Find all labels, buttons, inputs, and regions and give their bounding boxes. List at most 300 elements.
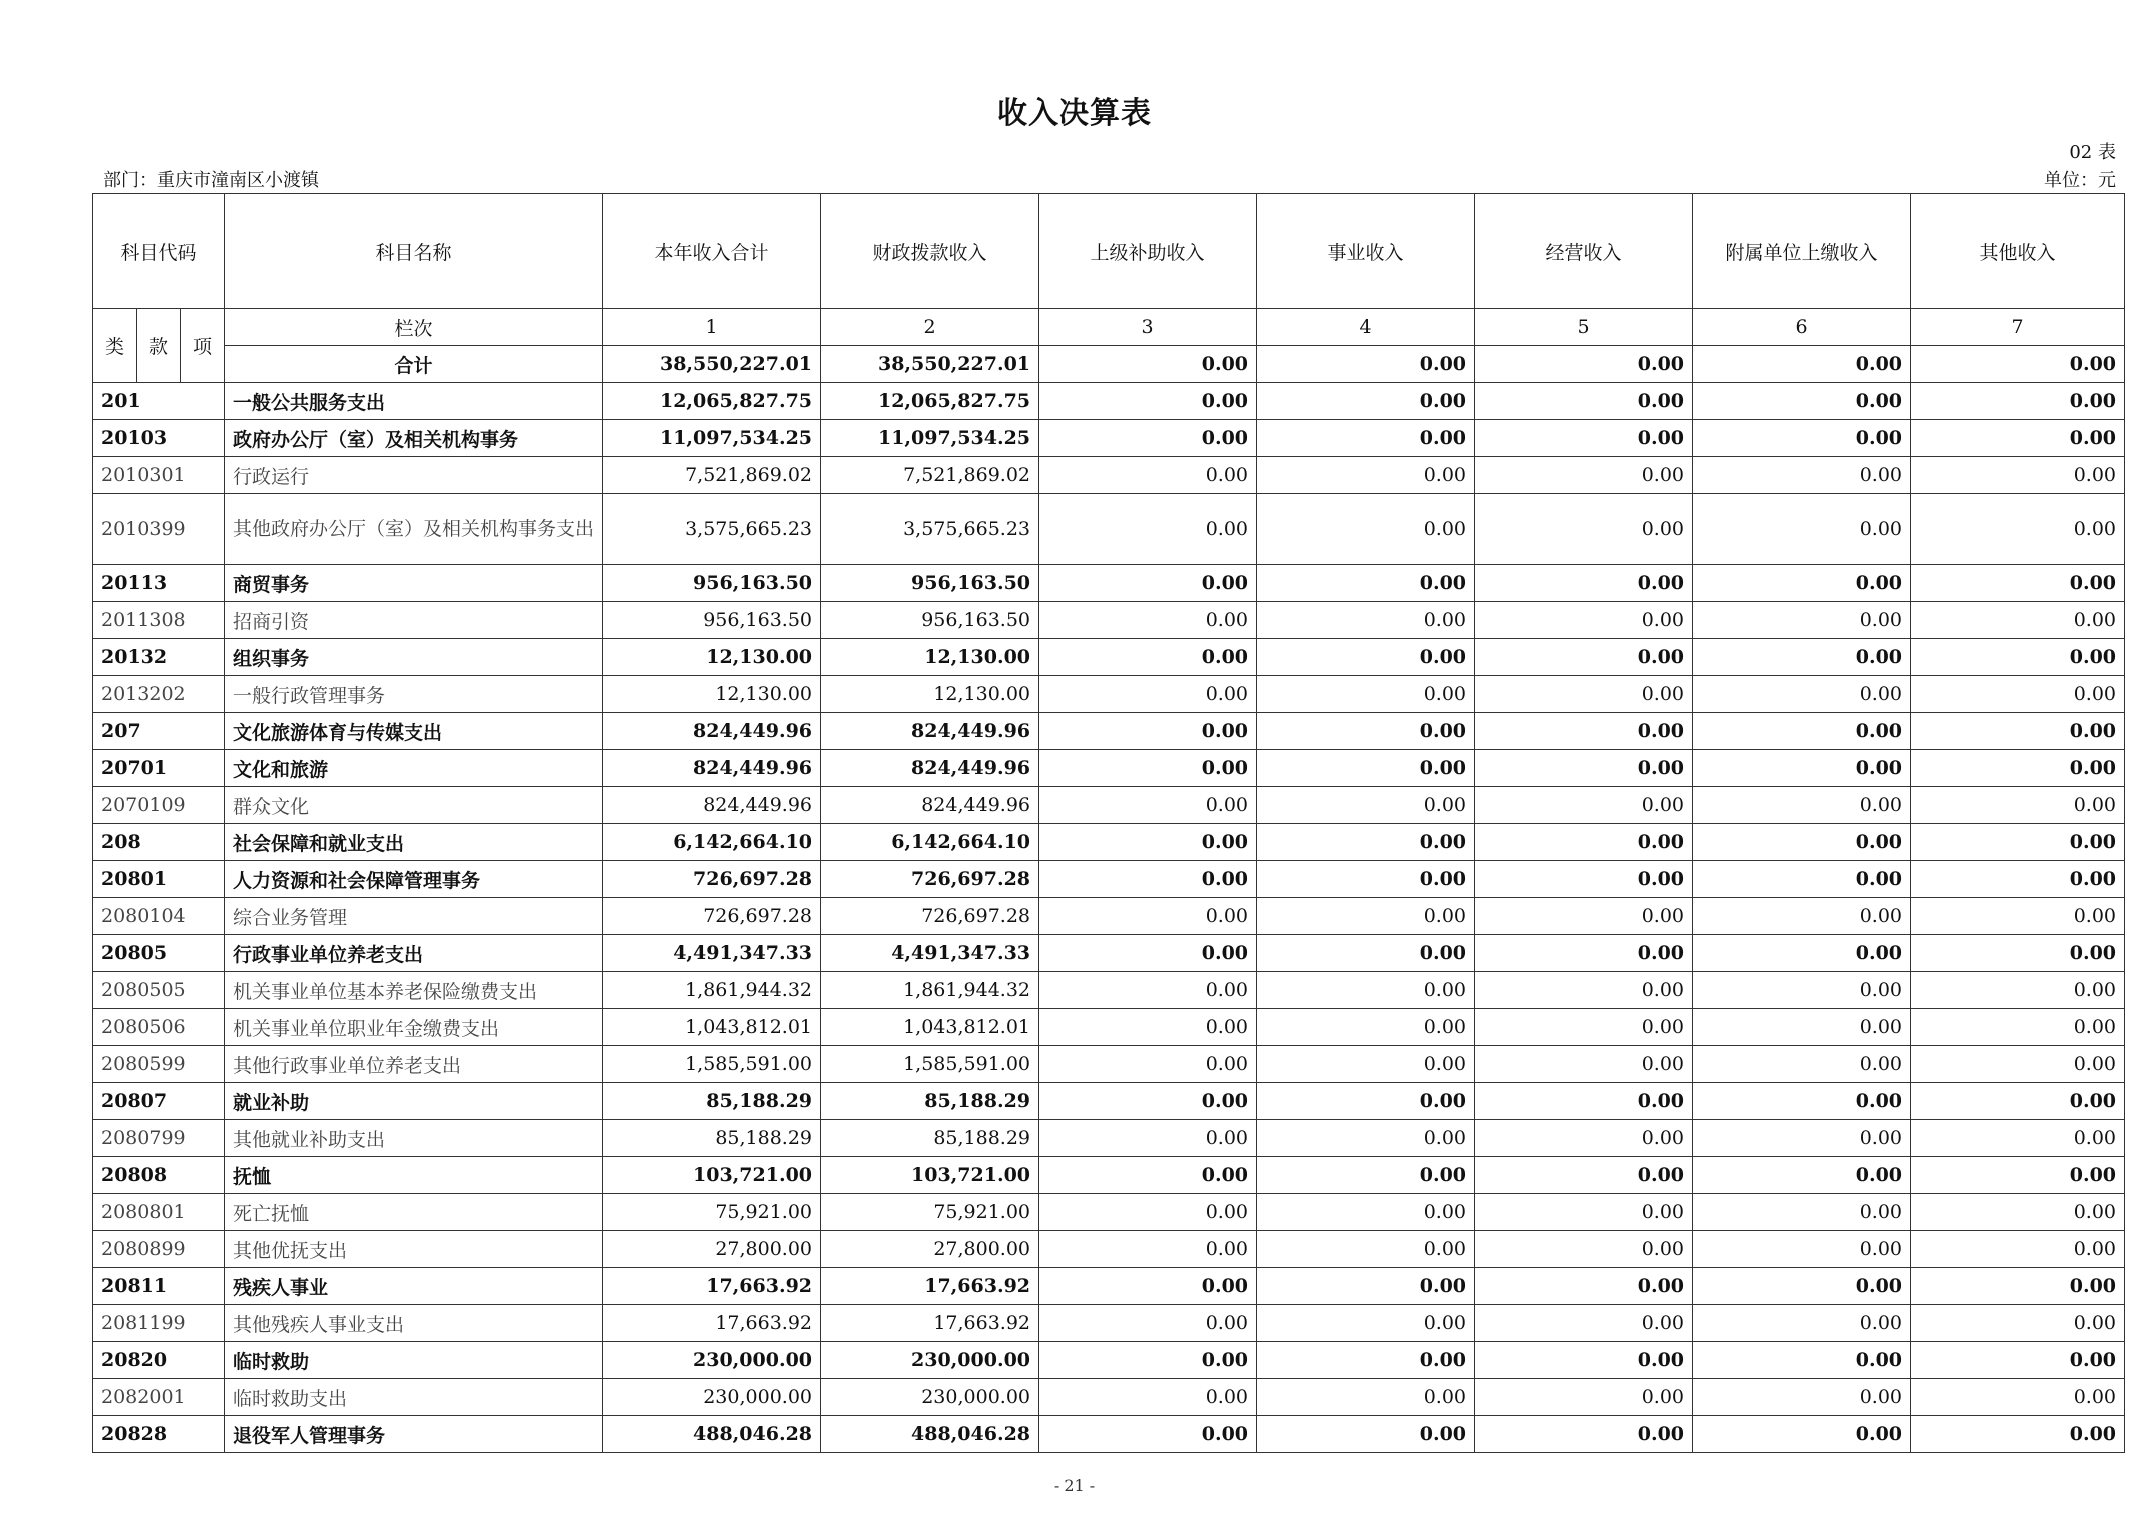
row-value-col1: 1,861,944.32 bbox=[603, 972, 821, 1009]
row-code: 2070109 bbox=[93, 787, 225, 824]
row-value-col3: 0.00 bbox=[1039, 1120, 1257, 1157]
row-value-col1: 7,521,869.02 bbox=[603, 457, 821, 494]
row-value-col3: 0.00 bbox=[1039, 787, 1257, 824]
row-value-col3: 0.00 bbox=[1039, 1342, 1257, 1379]
row-code: 2080506 bbox=[93, 1009, 225, 1046]
row-value-col3: 0.00 bbox=[1039, 565, 1257, 602]
row-name: 其他行政事业单位养老支出 bbox=[225, 1046, 603, 1083]
row-code: 20801 bbox=[93, 861, 225, 898]
row-value-col7: 0.00 bbox=[1911, 383, 2125, 420]
row-value-col7: 0.00 bbox=[1911, 898, 2125, 935]
row-value-col2: 12,065,827.75 bbox=[821, 383, 1039, 420]
row-value-col3: 0.00 bbox=[1039, 1416, 1257, 1453]
row-value-col2: 230,000.00 bbox=[821, 1342, 1039, 1379]
col-num-5: 5 bbox=[1475, 309, 1693, 346]
row-value-col3: 0.00 bbox=[1039, 1305, 1257, 1342]
total-value: 0.00 bbox=[1039, 346, 1257, 383]
department-label: 部门：重庆市潼南区小渡镇 bbox=[103, 170, 319, 191]
header-lanci: 栏次 bbox=[225, 309, 603, 346]
row-value-col3: 0.00 bbox=[1039, 898, 1257, 935]
row-value-col3: 0.00 bbox=[1039, 1083, 1257, 1120]
row-name: 其他就业补助支出 bbox=[225, 1120, 603, 1157]
row-value-col6: 0.00 bbox=[1693, 787, 1911, 824]
col-num-2: 2 bbox=[821, 309, 1039, 346]
row-name: 综合业务管理 bbox=[225, 898, 603, 935]
table-row bbox=[93, 787, 2125, 824]
row-code: 20113 bbox=[93, 565, 225, 602]
row-value-col4: 0.00 bbox=[1257, 420, 1475, 457]
table-row bbox=[93, 972, 2125, 1009]
row-value-col3: 0.00 bbox=[1039, 1379, 1257, 1416]
table-row bbox=[93, 1157, 2125, 1194]
table-row bbox=[93, 1009, 2125, 1046]
row-value-col7: 0.00 bbox=[1911, 639, 2125, 676]
row-value-col6: 0.00 bbox=[1693, 1157, 1911, 1194]
row-value-col5: 0.00 bbox=[1475, 787, 1693, 824]
row-value-col7: 0.00 bbox=[1911, 1231, 2125, 1268]
row-value-col2: 956,163.50 bbox=[821, 602, 1039, 639]
row-value-col3: 0.00 bbox=[1039, 750, 1257, 787]
table-row bbox=[93, 1305, 2125, 1342]
row-value-col2: 824,449.96 bbox=[821, 713, 1039, 750]
row-value-col4: 0.00 bbox=[1257, 972, 1475, 1009]
row-value-col4: 0.00 bbox=[1257, 602, 1475, 639]
row-value-col3: 0.00 bbox=[1039, 824, 1257, 861]
col-num-7: 7 bbox=[1911, 309, 2125, 346]
row-value-col2: 726,697.28 bbox=[821, 861, 1039, 898]
row-value-col5: 0.00 bbox=[1475, 1194, 1693, 1231]
total-value: 0.00 bbox=[1475, 346, 1693, 383]
row-code: 208 bbox=[93, 824, 225, 861]
row-value-col5: 0.00 bbox=[1475, 1416, 1693, 1453]
row-value-col4: 0.00 bbox=[1257, 457, 1475, 494]
table-row bbox=[93, 565, 2125, 602]
row-value-col5: 0.00 bbox=[1475, 1342, 1693, 1379]
row-value-col3: 0.00 bbox=[1039, 639, 1257, 676]
row-value-col6: 0.00 bbox=[1693, 457, 1911, 494]
row-name: 文化和旅游 bbox=[225, 750, 603, 787]
row-name: 商贸事务 bbox=[225, 565, 603, 602]
row-value-col1: 103,721.00 bbox=[603, 1157, 821, 1194]
row-value-col4: 0.00 bbox=[1257, 1009, 1475, 1046]
row-value-col6: 0.00 bbox=[1693, 750, 1911, 787]
row-value-col1: 824,449.96 bbox=[603, 750, 821, 787]
row-value-col7: 0.00 bbox=[1911, 676, 2125, 713]
row-value-col1: 75,921.00 bbox=[603, 1194, 821, 1231]
row-value-col5: 0.00 bbox=[1475, 1268, 1693, 1305]
row-value-col2: 75,921.00 bbox=[821, 1194, 1039, 1231]
row-value-col4: 0.00 bbox=[1257, 1231, 1475, 1268]
row-name: 机关事业单位职业年金缴费支出 bbox=[225, 1009, 603, 1046]
row-value-col5: 0.00 bbox=[1475, 824, 1693, 861]
row-value-col3: 0.00 bbox=[1039, 602, 1257, 639]
page-title: 收入决算表 bbox=[997, 96, 1152, 131]
row-value-col4: 0.00 bbox=[1257, 935, 1475, 972]
row-value-col7: 0.00 bbox=[1911, 1046, 2125, 1083]
row-value-col7: 0.00 bbox=[1911, 1009, 2125, 1046]
row-value-col2: 4,491,347.33 bbox=[821, 935, 1039, 972]
header-kuan: 款 bbox=[137, 309, 181, 383]
row-value-col6: 0.00 bbox=[1693, 1083, 1911, 1120]
row-value-col7: 0.00 bbox=[1911, 1120, 2125, 1157]
row-name: 死亡抚恤 bbox=[225, 1194, 603, 1231]
row-value-col7: 0.00 bbox=[1911, 602, 2125, 639]
header-name: 科目名称 bbox=[225, 194, 603, 309]
row-value-col5: 0.00 bbox=[1475, 935, 1693, 972]
header-c7: 其他收入 bbox=[1911, 194, 2125, 309]
header-row bbox=[93, 194, 2125, 309]
table-row bbox=[93, 1342, 2125, 1379]
row-value-col1: 1,043,812.01 bbox=[603, 1009, 821, 1046]
row-value-col1: 824,449.96 bbox=[603, 787, 821, 824]
row-code: 2080599 bbox=[93, 1046, 225, 1083]
row-value-col1: 956,163.50 bbox=[603, 565, 821, 602]
total-value: 0.00 bbox=[1911, 346, 2125, 383]
row-value-col2: 11,097,534.25 bbox=[821, 420, 1039, 457]
total-row bbox=[93, 346, 2125, 383]
row-value-col2: 17,663.92 bbox=[821, 1305, 1039, 1342]
header-c5: 经营收入 bbox=[1475, 194, 1693, 309]
table-row bbox=[93, 1379, 2125, 1416]
col-num-3: 3 bbox=[1039, 309, 1257, 346]
row-value-col2: 12,130.00 bbox=[821, 676, 1039, 713]
row-value-col7: 0.00 bbox=[1911, 565, 2125, 602]
total-label: 合计 bbox=[225, 346, 603, 383]
header-xiang: 项 bbox=[181, 309, 225, 383]
row-code: 201 bbox=[93, 383, 225, 420]
row-value-col3: 0.00 bbox=[1039, 1268, 1257, 1305]
row-value-col4: 0.00 bbox=[1257, 1083, 1475, 1120]
col-num-4: 4 bbox=[1257, 309, 1475, 346]
table-row bbox=[93, 1416, 2125, 1453]
row-value-col2: 824,449.96 bbox=[821, 750, 1039, 787]
row-code: 2082001 bbox=[93, 1379, 225, 1416]
row-value-col5: 0.00 bbox=[1475, 1083, 1693, 1120]
row-value-col6: 0.00 bbox=[1693, 861, 1911, 898]
row-value-col2: 17,663.92 bbox=[821, 1268, 1039, 1305]
row-code: 2011308 bbox=[93, 602, 225, 639]
row-name: 人力资源和社会保障管理事务 bbox=[225, 861, 603, 898]
row-value-col7: 0.00 bbox=[1911, 1305, 2125, 1342]
row-value-col4: 0.00 bbox=[1257, 824, 1475, 861]
row-value-col6: 0.00 bbox=[1693, 1009, 1911, 1046]
row-value-col7: 0.00 bbox=[1911, 1083, 2125, 1120]
row-value-col6: 0.00 bbox=[1693, 565, 1911, 602]
row-value-col6: 0.00 bbox=[1693, 898, 1911, 935]
row-value-col7: 0.00 bbox=[1911, 824, 2125, 861]
row-value-col5: 0.00 bbox=[1475, 972, 1693, 1009]
table-row bbox=[93, 602, 2125, 639]
row-value-col1: 17,663.92 bbox=[603, 1305, 821, 1342]
row-name: 机关事业单位基本养老保险缴费支出 bbox=[225, 972, 603, 1009]
row-value-col6: 0.00 bbox=[1693, 494, 1911, 565]
row-value-col2: 1,043,812.01 bbox=[821, 1009, 1039, 1046]
table-row bbox=[93, 1083, 2125, 1120]
row-value-col6: 0.00 bbox=[1693, 1231, 1911, 1268]
row-value-col1: 824,449.96 bbox=[603, 713, 821, 750]
row-name: 文化旅游体育与传媒支出 bbox=[225, 713, 603, 750]
row-value-col7: 0.00 bbox=[1911, 1157, 2125, 1194]
row-code: 2080899 bbox=[93, 1231, 225, 1268]
table-row bbox=[93, 639, 2125, 676]
row-value-col6: 0.00 bbox=[1693, 1120, 1911, 1157]
row-value-col5: 0.00 bbox=[1475, 861, 1693, 898]
table-row bbox=[93, 494, 2125, 565]
row-value-col6: 0.00 bbox=[1693, 713, 1911, 750]
row-value-col6: 0.00 bbox=[1693, 639, 1911, 676]
row-value-col3: 0.00 bbox=[1039, 1231, 1257, 1268]
row-value-col1: 17,663.92 bbox=[603, 1268, 821, 1305]
row-value-col3: 0.00 bbox=[1039, 420, 1257, 457]
row-value-col7: 0.00 bbox=[1911, 935, 2125, 972]
total-value: 0.00 bbox=[1693, 346, 1911, 383]
row-value-col4: 0.00 bbox=[1257, 676, 1475, 713]
row-code: 2010399 bbox=[93, 494, 225, 565]
row-name: 残疾人事业 bbox=[225, 1268, 603, 1305]
table-row bbox=[93, 861, 2125, 898]
row-value-col1: 3,575,665.23 bbox=[603, 494, 821, 565]
row-value-col5: 0.00 bbox=[1475, 639, 1693, 676]
header-c2: 财政拨款收入 bbox=[821, 194, 1039, 309]
row-value-col5: 0.00 bbox=[1475, 1046, 1693, 1083]
table-row bbox=[93, 420, 2125, 457]
row-code: 20701 bbox=[93, 750, 225, 787]
row-value-col6: 0.00 bbox=[1693, 602, 1911, 639]
row-value-col1: 4,491,347.33 bbox=[603, 935, 821, 972]
col-num-6: 6 bbox=[1693, 309, 1911, 346]
row-value-col4: 0.00 bbox=[1257, 494, 1475, 565]
row-value-col3: 0.00 bbox=[1039, 1194, 1257, 1231]
row-code: 2080104 bbox=[93, 898, 225, 935]
row-value-col4: 0.00 bbox=[1257, 898, 1475, 935]
row-code: 20807 bbox=[93, 1083, 225, 1120]
row-name: 行政事业单位养老支出 bbox=[225, 935, 603, 972]
row-value-col5: 0.00 bbox=[1475, 1120, 1693, 1157]
row-value-col2: 27,800.00 bbox=[821, 1231, 1039, 1268]
row-value-col6: 0.00 bbox=[1693, 1046, 1911, 1083]
row-name: 就业补助 bbox=[225, 1083, 603, 1120]
page-number: - 21 - bbox=[1053, 1476, 1096, 1495]
total-value: 0.00 bbox=[1257, 346, 1475, 383]
row-value-col7: 0.00 bbox=[1911, 1194, 2125, 1231]
row-value-col2: 824,449.96 bbox=[821, 787, 1039, 824]
table-row bbox=[93, 824, 2125, 861]
row-value-col3: 0.00 bbox=[1039, 494, 1257, 565]
row-value-col6: 0.00 bbox=[1693, 1379, 1911, 1416]
row-code: 20828 bbox=[93, 1416, 225, 1453]
table-row bbox=[93, 935, 2125, 972]
row-value-col7: 0.00 bbox=[1911, 1268, 2125, 1305]
row-value-col6: 0.00 bbox=[1693, 972, 1911, 1009]
row-value-col4: 0.00 bbox=[1257, 861, 1475, 898]
row-value-col4: 0.00 bbox=[1257, 713, 1475, 750]
row-value-col3: 0.00 bbox=[1039, 861, 1257, 898]
row-value-col3: 0.00 bbox=[1039, 383, 1257, 420]
row-name: 一般公共服务支出 bbox=[225, 383, 603, 420]
table-row bbox=[93, 676, 2125, 713]
table-row bbox=[93, 457, 2125, 494]
row-value-col2: 956,163.50 bbox=[821, 565, 1039, 602]
row-value-col5: 0.00 bbox=[1475, 1009, 1693, 1046]
row-name: 一般行政管理事务 bbox=[225, 676, 603, 713]
row-value-col7: 0.00 bbox=[1911, 713, 2125, 750]
row-code: 2080799 bbox=[93, 1120, 225, 1157]
row-value-col7: 0.00 bbox=[1911, 861, 2125, 898]
row-code: 20132 bbox=[93, 639, 225, 676]
row-code: 207 bbox=[93, 713, 225, 750]
form-number: 02 表 bbox=[2069, 142, 2116, 163]
row-code: 20808 bbox=[93, 1157, 225, 1194]
unit-label: 单位：元 bbox=[2044, 170, 2116, 191]
row-value-col4: 0.00 bbox=[1257, 1416, 1475, 1453]
header-c3: 上级补助收入 bbox=[1039, 194, 1257, 309]
table-row bbox=[93, 898, 2125, 935]
row-value-col3: 0.00 bbox=[1039, 972, 1257, 1009]
row-code: 2081199 bbox=[93, 1305, 225, 1342]
row-code: 2010301 bbox=[93, 457, 225, 494]
row-value-col2: 6,142,664.10 bbox=[821, 824, 1039, 861]
row-value-col1: 488,046.28 bbox=[603, 1416, 821, 1453]
row-value-col4: 0.00 bbox=[1257, 1342, 1475, 1379]
row-value-col2: 12,130.00 bbox=[821, 639, 1039, 676]
income-table bbox=[92, 193, 2125, 1453]
column-number-row bbox=[93, 309, 2125, 346]
header-lei: 类 bbox=[93, 309, 137, 383]
table-row bbox=[93, 713, 2125, 750]
table-body bbox=[93, 383, 2125, 1453]
row-value-col6: 0.00 bbox=[1693, 1416, 1911, 1453]
row-name: 其他政府办公厅（室）及相关机构事务支出 bbox=[225, 494, 603, 565]
row-value-col5: 0.00 bbox=[1475, 494, 1693, 565]
row-value-col6: 0.00 bbox=[1693, 676, 1911, 713]
row-value-col4: 0.00 bbox=[1257, 639, 1475, 676]
header-c6: 附属单位上缴收入 bbox=[1693, 194, 1911, 309]
row-value-col6: 0.00 bbox=[1693, 935, 1911, 972]
total-value: 38,550,227.01 bbox=[821, 346, 1039, 383]
row-value-col5: 0.00 bbox=[1475, 898, 1693, 935]
row-value-col7: 0.00 bbox=[1911, 420, 2125, 457]
row-value-col4: 0.00 bbox=[1257, 1120, 1475, 1157]
row-name: 群众文化 bbox=[225, 787, 603, 824]
row-value-col1: 85,188.29 bbox=[603, 1120, 821, 1157]
row-value-col5: 0.00 bbox=[1475, 420, 1693, 457]
table-row bbox=[93, 383, 2125, 420]
table-row bbox=[93, 1231, 2125, 1268]
row-value-col1: 726,697.28 bbox=[603, 861, 821, 898]
row-value-col7: 0.00 bbox=[1911, 494, 2125, 565]
row-value-col4: 0.00 bbox=[1257, 1305, 1475, 1342]
row-value-col3: 0.00 bbox=[1039, 457, 1257, 494]
row-value-col6: 0.00 bbox=[1693, 420, 1911, 457]
row-value-col7: 0.00 bbox=[1911, 972, 2125, 1009]
row-value-col1: 12,130.00 bbox=[603, 639, 821, 676]
row-value-col4: 0.00 bbox=[1257, 787, 1475, 824]
row-value-col3: 0.00 bbox=[1039, 1046, 1257, 1083]
row-value-col1: 12,065,827.75 bbox=[603, 383, 821, 420]
row-name: 抚恤 bbox=[225, 1157, 603, 1194]
row-value-col6: 0.00 bbox=[1693, 1268, 1911, 1305]
row-name: 其他优抚支出 bbox=[225, 1231, 603, 1268]
row-name: 政府办公厅（室）及相关机构事务 bbox=[225, 420, 603, 457]
row-value-col3: 0.00 bbox=[1039, 713, 1257, 750]
row-value-col6: 0.00 bbox=[1693, 1194, 1911, 1231]
row-code: 2080505 bbox=[93, 972, 225, 1009]
row-value-col3: 0.00 bbox=[1039, 676, 1257, 713]
row-value-col1: 12,130.00 bbox=[603, 676, 821, 713]
row-value-col7: 0.00 bbox=[1911, 787, 2125, 824]
row-code: 2013202 bbox=[93, 676, 225, 713]
row-value-col4: 0.00 bbox=[1257, 1268, 1475, 1305]
table-row bbox=[93, 1046, 2125, 1083]
row-name: 临时救助支出 bbox=[225, 1379, 603, 1416]
row-value-col1: 27,800.00 bbox=[603, 1231, 821, 1268]
row-value-col5: 0.00 bbox=[1475, 713, 1693, 750]
row-value-col1: 230,000.00 bbox=[603, 1342, 821, 1379]
row-value-col2: 3,575,665.23 bbox=[821, 494, 1039, 565]
row-code: 2080801 bbox=[93, 1194, 225, 1231]
row-name: 招商引资 bbox=[225, 602, 603, 639]
total-value: 38,550,227.01 bbox=[603, 346, 821, 383]
row-value-col4: 0.00 bbox=[1257, 383, 1475, 420]
row-value-col4: 0.00 bbox=[1257, 1046, 1475, 1083]
table-row bbox=[93, 1194, 2125, 1231]
row-value-col7: 0.00 bbox=[1911, 1342, 2125, 1379]
row-value-col2: 7,521,869.02 bbox=[821, 457, 1039, 494]
table-row bbox=[93, 1120, 2125, 1157]
row-value-col1: 956,163.50 bbox=[603, 602, 821, 639]
table-row bbox=[93, 1268, 2125, 1305]
row-value-col6: 0.00 bbox=[1693, 824, 1911, 861]
row-name: 社会保障和就业支出 bbox=[225, 824, 603, 861]
row-value-col4: 0.00 bbox=[1257, 750, 1475, 787]
row-name: 其他残疾人事业支出 bbox=[225, 1305, 603, 1342]
row-value-col2: 85,188.29 bbox=[821, 1083, 1039, 1120]
row-value-col1: 726,697.28 bbox=[603, 898, 821, 935]
row-value-col2: 1,861,944.32 bbox=[821, 972, 1039, 1009]
row-value-col1: 230,000.00 bbox=[603, 1379, 821, 1416]
header-c4: 事业收入 bbox=[1257, 194, 1475, 309]
row-code: 20811 bbox=[93, 1268, 225, 1305]
row-value-col5: 0.00 bbox=[1475, 457, 1693, 494]
row-value-col5: 0.00 bbox=[1475, 1379, 1693, 1416]
row-value-col2: 230,000.00 bbox=[821, 1379, 1039, 1416]
row-value-col1: 11,097,534.25 bbox=[603, 420, 821, 457]
row-value-col5: 0.00 bbox=[1475, 383, 1693, 420]
row-value-col7: 0.00 bbox=[1911, 750, 2125, 787]
row-value-col5: 0.00 bbox=[1475, 565, 1693, 602]
row-code: 20103 bbox=[93, 420, 225, 457]
row-value-col5: 0.00 bbox=[1475, 1231, 1693, 1268]
row-name: 退役军人管理事务 bbox=[225, 1416, 603, 1453]
row-value-col3: 0.00 bbox=[1039, 935, 1257, 972]
row-value-col4: 0.00 bbox=[1257, 565, 1475, 602]
header-code: 科目代码 bbox=[93, 194, 225, 309]
col-num-1: 1 bbox=[603, 309, 821, 346]
row-value-col2: 1,585,591.00 bbox=[821, 1046, 1039, 1083]
row-value-col7: 0.00 bbox=[1911, 1416, 2125, 1453]
row-value-col7: 0.00 bbox=[1911, 1379, 2125, 1416]
row-value-col4: 0.00 bbox=[1257, 1194, 1475, 1231]
row-value-col3: 0.00 bbox=[1039, 1009, 1257, 1046]
row-code: 20820 bbox=[93, 1342, 225, 1379]
row-value-col6: 0.00 bbox=[1693, 383, 1911, 420]
row-value-col6: 0.00 bbox=[1693, 1342, 1911, 1379]
row-value-col1: 6,142,664.10 bbox=[603, 824, 821, 861]
row-value-col2: 85,188.29 bbox=[821, 1120, 1039, 1157]
row-value-col4: 0.00 bbox=[1257, 1379, 1475, 1416]
header-c1: 本年收入合计 bbox=[603, 194, 821, 309]
row-value-col4: 0.00 bbox=[1257, 1157, 1475, 1194]
